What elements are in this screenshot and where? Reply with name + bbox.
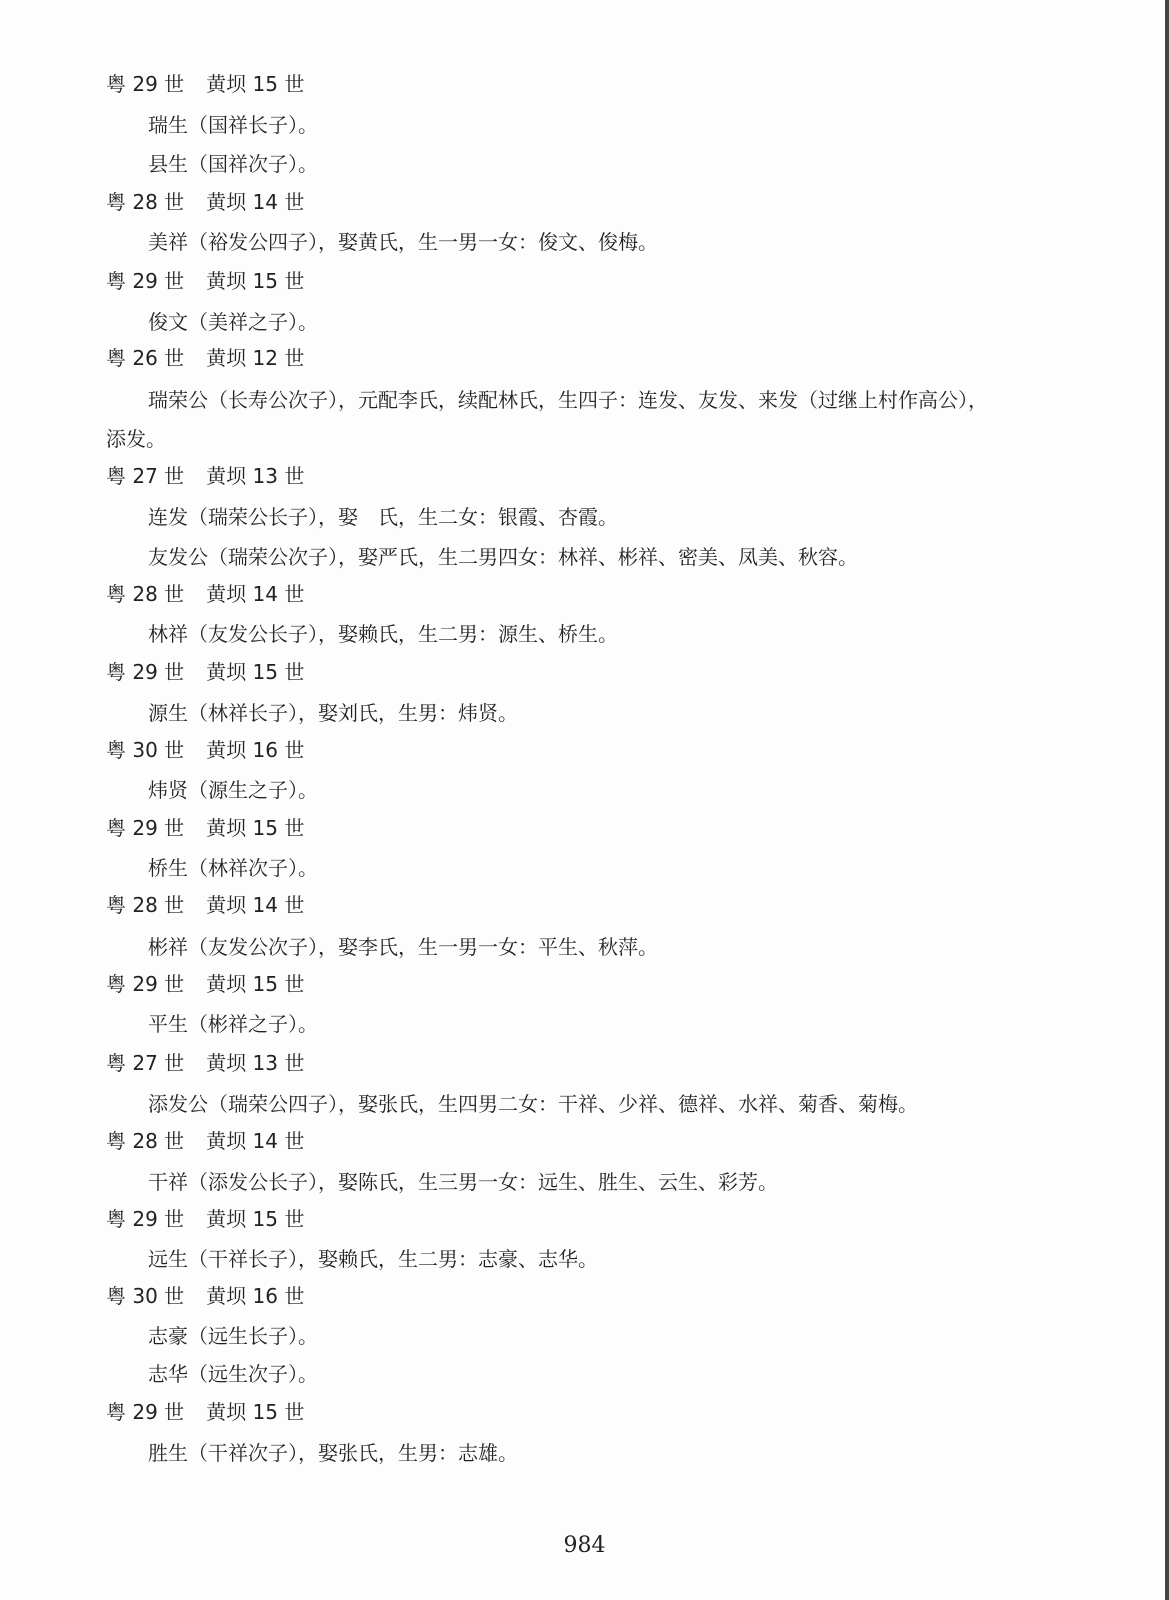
person-entry: [148, 1324, 318, 1348]
local-generation-label: 黄坝 15 世: [206, 1400, 305, 1424]
person-name: 连发: [148, 505, 188, 529]
person-description: （瑞荣公次子），娶严氏，生二男四女：林祥、彬祥、密美、凤美、秋容。: [208, 545, 858, 569]
person-name: 友发公: [148, 545, 208, 569]
person-entry: [148, 778, 318, 802]
person-name: 志华: [148, 1362, 188, 1386]
person-description: （美祥之子）。: [188, 310, 318, 334]
person-name: 干祥: [148, 1170, 188, 1194]
local-generation-label: 黄坝 13 世: [206, 1051, 305, 1075]
person-name: 桥生: [148, 856, 188, 880]
generation-heading: [106, 1129, 304, 1153]
local-generation-label: 黄坝 14 世: [206, 893, 305, 917]
person-name: 源生: [148, 701, 188, 725]
person-entry: [148, 701, 518, 725]
generation-label: 粤 30 世: [106, 738, 185, 762]
person-description: （添发公长子），娶陈氏，生三男一女：远生、胜生、云生、彩芳。: [188, 1170, 778, 1194]
generation-label: 粤 29 世: [106, 1207, 185, 1231]
person-entry: [148, 1012, 318, 1036]
generation-heading: [106, 1207, 304, 1231]
person-name: 俊文: [148, 310, 188, 334]
person-description: （远生次子）。: [188, 1362, 318, 1386]
local-generation-label: 黄坝 15 世: [206, 660, 305, 684]
person-entry: [148, 1170, 778, 1194]
local-generation-label: 黄坝 15 世: [206, 72, 305, 96]
person-name: 瑞荣公: [148, 388, 208, 412]
local-generation-label: 黄坝 14 世: [206, 190, 305, 214]
generation-label: 粤 29 世: [106, 269, 185, 293]
person-name: 平生: [148, 1012, 188, 1036]
generation-heading: [106, 738, 304, 762]
generation-label: 粤 28 世: [106, 1129, 185, 1153]
generation-label: 粤 29 世: [106, 816, 185, 840]
person-name: 瑞生: [148, 113, 188, 137]
person-description: （彬祥之子）。: [188, 1012, 318, 1036]
generation-heading: [106, 269, 304, 293]
local-generation-label: 黄坝 12 世: [206, 346, 305, 370]
person-name: 炜贤: [148, 778, 188, 802]
generation-label: 粤 29 世: [106, 72, 185, 96]
person-entry: [148, 1247, 598, 1271]
person-description: （林祥次子）。: [188, 856, 318, 880]
generation-label: 粤 27 世: [106, 1051, 185, 1075]
local-generation-label: 黄坝 15 世: [206, 1207, 305, 1231]
person-entry: [148, 935, 658, 959]
local-generation-label: 黄坝 14 世: [206, 1129, 305, 1153]
person-description: （瑞荣公长子），娶 氏，生二女：银霞、杏霞。: [188, 505, 618, 529]
generation-label: 粤 28 世: [106, 190, 185, 214]
generation-heading: [106, 1051, 304, 1075]
person-description: （友发公长子），娶赖氏，生二男：源生、桥生。: [188, 622, 618, 646]
generation-heading: [106, 464, 304, 488]
generation-label: 粤 29 世: [106, 972, 185, 996]
generation-heading: [106, 1284, 304, 1308]
person-name: 县生: [148, 152, 188, 176]
person-entry: [148, 113, 318, 137]
generation-heading: [106, 582, 304, 606]
entry-continuation: 添发。: [106, 427, 166, 451]
person-entry: [148, 310, 318, 334]
local-generation-label: 黄坝 15 世: [206, 972, 305, 996]
person-description: （友发公次子），娶李氏，生一男一女：平生、秋萍。: [188, 935, 658, 959]
local-generation-label: 黄坝 16 世: [206, 738, 305, 762]
person-entry: [148, 856, 318, 880]
person-name: 胜生: [148, 1441, 188, 1465]
generation-label: 粤 28 世: [106, 582, 185, 606]
person-description: （长寿公次子），元配李氏，续配林氏，生四子：连发、友发、来发（过继上村作高公），: [208, 388, 988, 412]
generation-label: 粤 27 世: [106, 464, 185, 488]
local-generation-label: 黄坝 14 世: [206, 582, 305, 606]
person-entry: [148, 152, 318, 176]
person-name: 添发公: [148, 1092, 208, 1116]
person-description: （干祥次子），娶张氏，生男：志雄。: [188, 1441, 518, 1465]
person-name: 志豪: [148, 1324, 188, 1348]
person-description: （裕发公四子），娶黄氏，生一男一女：俊文、俊梅。: [188, 230, 658, 254]
person-entry: [148, 230, 658, 254]
person-entry: [148, 545, 858, 569]
person-name: 彬祥: [148, 935, 188, 959]
person-name: 美祥: [148, 230, 188, 254]
person-description: （瑞荣公四子），娶张氏，生四男二女：干祥、少祥、德祥、水祥、菊香、菊梅。: [208, 1092, 918, 1116]
person-name: 林祥: [148, 622, 188, 646]
person-entry: [148, 505, 618, 529]
person-description: （国祥长子）。: [188, 113, 318, 137]
generation-heading: [106, 1400, 304, 1424]
generation-label: 粤 29 世: [106, 660, 185, 684]
generation-label: 粤 28 世: [106, 893, 185, 917]
person-entry: [148, 388, 988, 412]
person-description: （林祥长子），娶刘氏，生男：炜贤。: [188, 701, 518, 725]
person-description: （远生长子）。: [188, 1324, 318, 1348]
generation-heading: [106, 893, 304, 917]
person-description: （国祥次子）。: [188, 152, 318, 176]
generation-label: 粤 29 世: [106, 1400, 185, 1424]
person-name: 远生: [148, 1247, 188, 1271]
person-entry: [148, 1362, 318, 1386]
generation-heading: [106, 816, 304, 840]
generation-heading: [106, 972, 304, 996]
scan-edge: [1165, 0, 1169, 1600]
generation-heading: [106, 346, 304, 370]
generation-heading: [106, 190, 304, 214]
generation-heading: [106, 72, 304, 96]
person-entry: [148, 1092, 918, 1116]
local-generation-label: 黄坝 15 世: [206, 269, 305, 293]
local-generation-label: 黄坝 16 世: [206, 1284, 305, 1308]
person-description: （源生之子）。: [188, 778, 318, 802]
person-description: （干祥长子），娶赖氏，生二男：志豪、志华。: [188, 1247, 598, 1271]
person-entry: [148, 622, 618, 646]
local-generation-label: 黄坝 15 世: [206, 816, 305, 840]
person-entry: [148, 1441, 518, 1465]
generation-heading: [106, 660, 304, 684]
page-number: 984: [563, 1533, 606, 1558]
generation-label: 粤 26 世: [106, 346, 185, 370]
local-generation-label: 黄坝 13 世: [206, 464, 305, 488]
generation-label: 粤 30 世: [106, 1284, 185, 1308]
